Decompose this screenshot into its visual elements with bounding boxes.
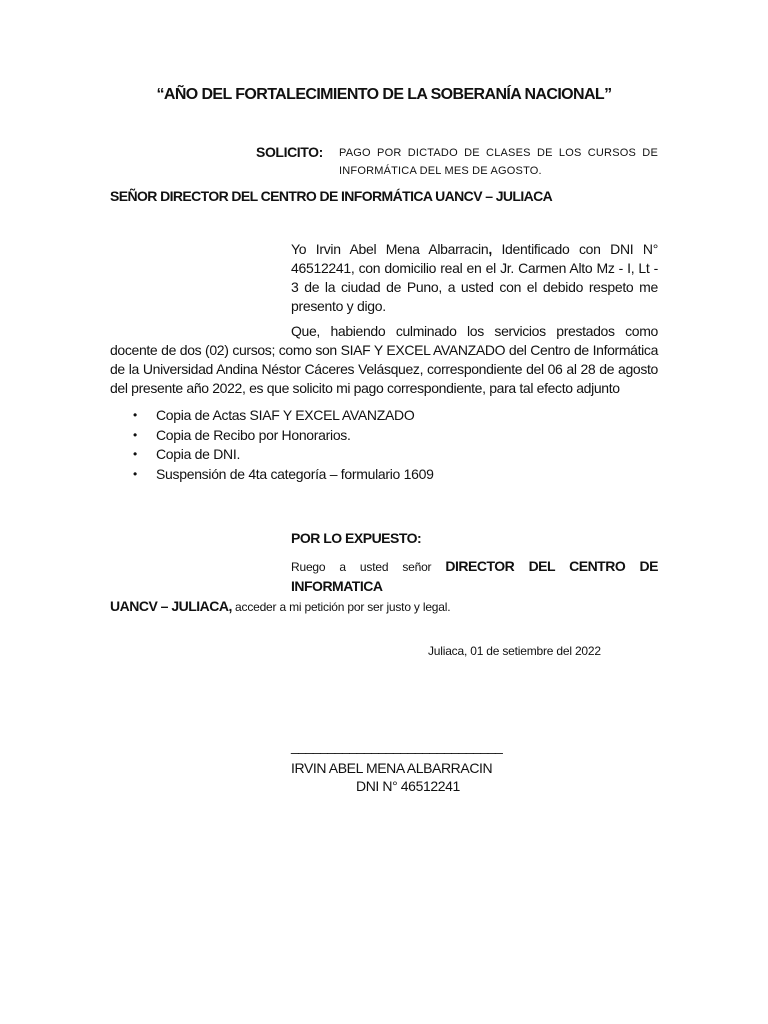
- solicito-text: PAGO POR DICTADO DE CLASES DE LOS CURSOS DE INFORMÁTICA DEL MES DE AGOSTO.: [339, 147, 658, 177]
- document-title: “AÑO DEL FORTALECIMIENTO DE LA SOBERANÍA NACIONAL”: [156, 86, 612, 103]
- list-item: [110, 445, 434, 465]
- attachments-list: [110, 406, 434, 484]
- list-item: [110, 406, 434, 426]
- attachment-text: Copia de Actas SIAF Y EXCEL AVANZADO: [156, 407, 415, 423]
- signer-dni: DNI N° 46512241: [356, 778, 460, 794]
- intro-rest: Identificado con DNI N° 46512241, con domicilio real en el Jr. Carmen Alto Mz - I, Lt - 3 de la ciudad de Puno, a usted con el debido respeto me presento y digo.: [291, 241, 658, 314]
- intro-name: Yo Irvin Abel Mena Albarracin: [291, 241, 489, 257]
- attachment-text: Copia de DNI.: [156, 446, 241, 462]
- closing-line-1: [110, 557, 658, 597]
- list-item: [110, 465, 434, 485]
- ruego-suffix: acceder a mi petición por ser justo y legal.: [231, 600, 451, 614]
- attachment-text: Suspensión de 4ta categoría – formulario 1609: [156, 465, 434, 482]
- attachment-text: Copia de Recibo por Honorarios.: [156, 426, 351, 443]
- bullet-icon: •: [133, 427, 137, 442]
- document-date: Juliaca, 01 de setiembre del 2022: [428, 644, 601, 658]
- intro-paragraph: [291, 240, 658, 316]
- body-paragraph: Que, habiendo culminado los servicios prestados como docente de dos (02) cursos; como son SIAF Y EXCEL AVANZADO del Centro de Informática de la Universidad Andina Néstor Cáceres Velásquez, correspondiente del 06 al 28 de agosto del presente año 2022, es que solicito mi pago correspondiente, para tal efecto adjunto: [110, 323, 658, 396]
- intro-comma: ,: [488, 241, 492, 257]
- bullet-icon: •: [133, 447, 137, 461]
- ruego-bold-2: UANCV – JULIACA,: [110, 598, 232, 614]
- signer-name: IRVIN ABEL MENA ALBARRACIN: [291, 760, 493, 776]
- closing-paragraph: [110, 557, 658, 617]
- bullet-icon: •: [133, 408, 137, 422]
- addressee-line: SEÑOR DIRECTOR DEL CENTRO DE INFORMÁTICA UANCV – JULIACA: [110, 188, 553, 204]
- bullet-icon: •: [133, 466, 137, 481]
- solicito-label: SOLICITO:: [256, 144, 323, 160]
- ruego-prefix: Ruego a usted señor: [291, 560, 446, 574]
- closing-heading: POR LO EXPUESTO:: [291, 530, 422, 546]
- signature-line: _____________________________: [291, 738, 503, 754]
- list-item: [110, 426, 434, 446]
- ruego-bold-1: DIRECTOR DEL CENTRO DE INFORMATICA: [291, 558, 658, 594]
